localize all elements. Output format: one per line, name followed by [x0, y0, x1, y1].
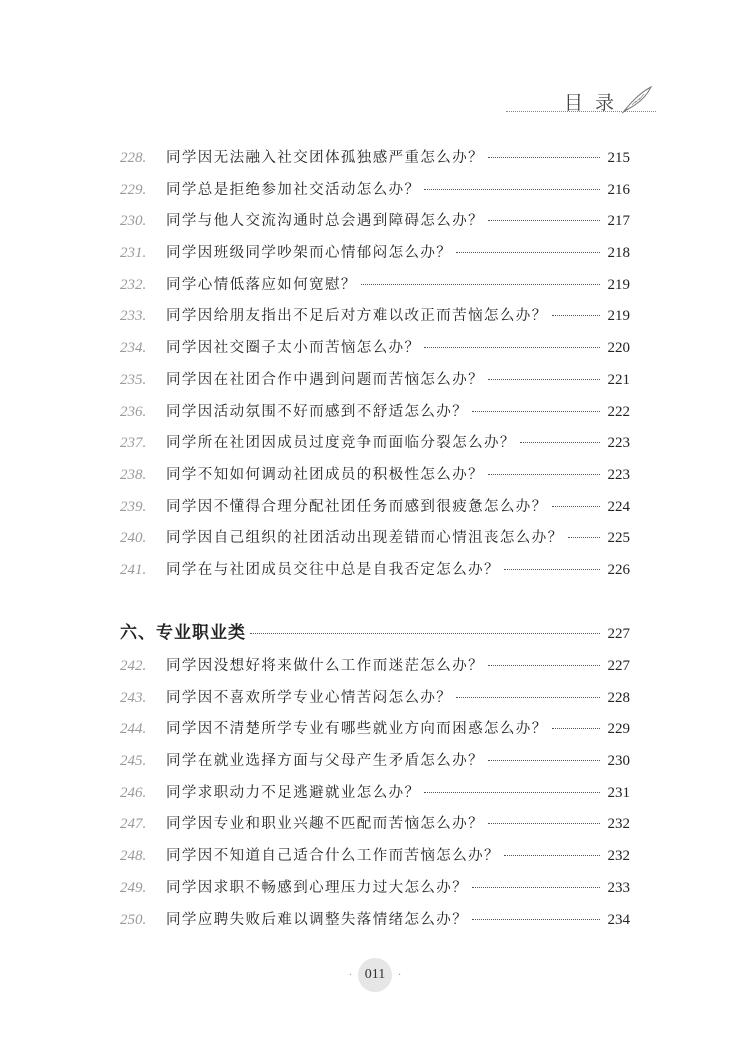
entry-title: 同学与他人交流沟通时总会遇到障碍怎么办？	[166, 213, 484, 230]
header-title: 目录	[563, 91, 626, 114]
dot-leader	[520, 442, 600, 443]
toc-entry[interactable]	[120, 749, 630, 781]
entry-number: 240.	[120, 530, 147, 547]
entry-title: 同学因班级同学吵架而心情郁闷怎么办？	[166, 245, 453, 262]
dot-leader	[472, 411, 600, 412]
entry-page: 226	[607, 561, 630, 578]
dot-leader	[456, 252, 600, 253]
dot-leader	[488, 379, 600, 380]
entry-number: 235.	[120, 371, 147, 388]
entry-page: 232	[607, 848, 630, 865]
section-heading-title: 六、专业职业类	[120, 623, 246, 643]
entry-number: 245.	[120, 753, 147, 770]
entry-number: 249.	[120, 879, 147, 896]
toc-entry[interactable]	[120, 368, 630, 400]
dot-leader	[488, 823, 600, 824]
entry-page: 227	[607, 658, 630, 674]
entry-title: 同学不知如何调动社团成员的积极性怎么办？	[166, 466, 484, 483]
toc-entry[interactable]	[120, 400, 630, 432]
entry-title: 同学因自己组织的社团活动出现差错而心情沮丧怎么办？	[166, 530, 564, 547]
dot-leader	[568, 537, 601, 538]
entry-page: 223	[607, 435, 630, 452]
entry-page: 231	[607, 784, 630, 801]
entry-number: 250.	[120, 911, 147, 928]
toc-entry[interactable]	[120, 273, 630, 305]
dot-leader	[488, 474, 600, 475]
entry-title: 同学求职动力不足逃避就业怎么办？	[166, 784, 421, 801]
dot-leader	[488, 220, 600, 221]
entry-title: 同学所在社团因成员过度竞争而面临分裂怎么办？	[166, 435, 516, 452]
toc-entry[interactable]	[120, 178, 630, 210]
entry-title: 同学在与社团成员交往中总是自我否定怎么办？	[166, 561, 500, 578]
dot-leader	[456, 697, 600, 698]
entry-page: 228	[607, 689, 630, 706]
toc-entry[interactable]	[120, 146, 630, 178]
toc-entry[interactable]	[120, 654, 630, 686]
entry-title: 同学因专业和职业兴趣不匹配而苦恼怎么办？	[166, 816, 484, 833]
toc-entry[interactable]	[120, 495, 630, 527]
dot-leader	[424, 792, 600, 793]
entry-page: 219	[607, 276, 630, 293]
entry-page: 233	[607, 879, 630, 896]
dot-leader	[424, 347, 600, 348]
entry-title: 同学因求职不畅感到心理压力过大怎么办？	[166, 879, 469, 896]
toc-section-career	[120, 654, 630, 939]
dot-leader	[361, 284, 600, 285]
entry-title: 同学因给朋友指出不足后对方难以改正而苦恼怎么办？	[166, 308, 548, 325]
toc-entry[interactable]	[120, 686, 630, 718]
entry-number: 231.	[120, 245, 147, 262]
entry-number: 241.	[120, 561, 147, 578]
toc-entry[interactable]	[120, 908, 630, 940]
entry-page: 229	[607, 721, 630, 738]
page-header	[564, 84, 654, 118]
entry-page: 217	[607, 213, 630, 230]
toc-entry[interactable]	[120, 241, 630, 273]
header-divider	[506, 111, 656, 112]
footer-dot-left: ·	[348, 969, 352, 981]
entry-number: 244.	[120, 721, 147, 738]
entry-number: 232.	[120, 276, 147, 293]
toc-entry[interactable]	[120, 304, 630, 336]
entry-number: 234.	[120, 340, 147, 357]
entry-title: 同学因活动氛围不好而感到不舒适怎么办？	[166, 403, 469, 420]
section-heading-page: 227	[607, 626, 630, 642]
entry-title: 同学因无法融入社交团体孤独感严重怎么办？	[166, 150, 484, 166]
entry-number: 243.	[120, 689, 147, 706]
entry-title: 同学应聘失败后难以调整失落情绪怎么办？	[166, 911, 469, 928]
toc-entry[interactable]	[120, 876, 630, 908]
entry-page: 218	[607, 245, 630, 262]
page-number-badge	[358, 958, 392, 992]
dot-leader	[472, 919, 600, 920]
page-footer	[0, 958, 750, 992]
toc-entry[interactable]	[120, 209, 630, 241]
dot-leader	[472, 887, 600, 888]
entry-page: 221	[607, 371, 630, 388]
dot-leader	[250, 633, 600, 634]
entry-number: 229.	[120, 181, 147, 198]
entry-number: 228.	[120, 150, 147, 166]
entry-title: 同学在就业选择方面与父母产生矛盾怎么办？	[166, 753, 484, 770]
entry-number: 233.	[120, 308, 147, 325]
entry-number: 239.	[120, 498, 147, 515]
entry-number: 248.	[120, 848, 147, 865]
entry-title: 同学因不清楚所学专业有哪些就业方向而困惑怎么办？	[166, 721, 548, 738]
toc-entry[interactable]	[120, 463, 630, 495]
entry-title: 同学心情低落应如何宽慰？	[166, 276, 357, 293]
toc-entry[interactable]	[120, 526, 630, 558]
entry-number: 238.	[120, 466, 147, 483]
toc-entry[interactable]	[120, 336, 630, 368]
entry-page: 222	[607, 403, 630, 420]
dot-leader	[488, 760, 600, 761]
section-heading[interactable]	[120, 618, 630, 643]
dot-leader	[504, 855, 600, 856]
entry-page: 230	[607, 753, 630, 770]
entry-page: 220	[607, 340, 630, 357]
dot-leader	[488, 157, 600, 158]
dot-leader	[504, 569, 600, 570]
entry-page: 216	[607, 181, 630, 198]
entry-number: 242.	[120, 658, 147, 674]
dot-leader	[488, 665, 600, 666]
entry-title: 同学因在社团合作中遇到问题而苦恼怎么办？	[166, 371, 484, 388]
toc-entry[interactable]	[120, 781, 630, 813]
entry-title: 同学因不知道自己适合什么工作而苦恼怎么办？	[166, 848, 500, 865]
dot-leader	[552, 506, 600, 507]
toc-entry[interactable]	[120, 812, 630, 844]
toc-entry[interactable]	[120, 717, 630, 749]
entry-title: 同学因不喜欢所学专业心情苦闷怎么办？	[166, 689, 453, 706]
toc-entry[interactable]	[120, 844, 630, 876]
quill-feather-icon	[620, 84, 654, 118]
entry-page: 219	[607, 308, 630, 325]
toc-entry[interactable]	[120, 431, 630, 463]
entry-title: 同学因不懂得合理分配社团任务而感到很疲惫怎么办？	[166, 498, 548, 515]
entry-number: 246.	[120, 784, 147, 801]
footer-dot-right: ·	[398, 969, 402, 981]
entry-page: 225	[607, 530, 630, 547]
entry-page: 234	[607, 911, 630, 928]
entry-title: 同学因社交圈子太小而苦恼怎么办？	[166, 340, 421, 357]
dot-leader	[552, 728, 600, 729]
entry-page: 224	[607, 498, 630, 515]
dot-leader	[424, 189, 600, 190]
entry-page: 232	[607, 816, 630, 833]
entry-title: 同学因没想好将来做什么工作而迷茫怎么办？	[166, 658, 484, 674]
toc-section-social	[120, 146, 630, 590]
page-number: 011	[364, 967, 386, 982]
entry-title: 同学总是拒绝参加社交活动怎么办？	[166, 181, 421, 198]
dot-leader	[552, 315, 600, 316]
entry-page: 215	[607, 150, 630, 166]
entry-number: 237.	[120, 435, 147, 452]
entry-page: 223	[607, 466, 630, 483]
entry-number: 247.	[120, 816, 147, 833]
entry-number: 236.	[120, 403, 147, 420]
entry-number: 230.	[120, 213, 147, 230]
toc-entry[interactable]	[120, 558, 630, 590]
